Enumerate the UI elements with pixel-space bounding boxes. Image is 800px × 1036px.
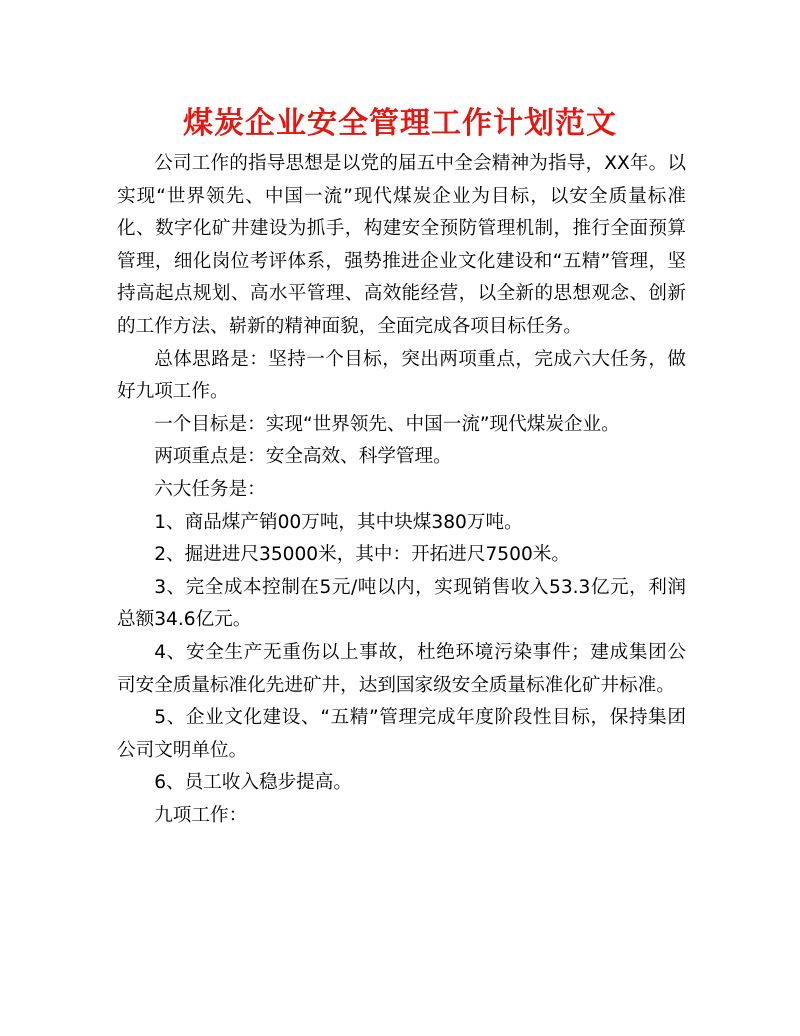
paragraph-task-1: 1、商品煤产销00万吨，其中块煤380万吨。 [154, 511, 523, 533]
paragraph-task-2: 2、掘进进尺35000米，其中：开拓进尺7500米。 [154, 544, 570, 566]
document-body [117, 148, 686, 832]
document-title: 煤炭企业安全管理工作计划范文 [183, 106, 617, 141]
paragraph-one-goal: 一个目标是：实现“世界领先、中国一流”现代煤炭企业。 [154, 413, 620, 435]
paragraph-guiding-ideology: 公司工作的指导思想是以党的届五中全会精神为指导，XX年。以实现“世界领先、中国一流”现代煤炭企业为目标，以安全质量标准化、数字化矿井建设为抓手，构建安全预防管理机制，推行全面预算管理，细化岗位考评体系，强势推进企业文化建设和“五精”管理，坚持高起点规划、高水平管理、高效能经营，以全新的思想观念、创新的工作方法、崭新的精神面貌，全面完成各项目标任务。 [117, 153, 686, 337]
paragraph-six-tasks-heading: 六大任务是： [154, 478, 266, 500]
paragraph-task-6: 6、员工收入稳步提高。 [154, 772, 352, 794]
paragraph-overall-approach: 总体思路是：坚持一个目标，突出两项重点，完成六大任务，做好九项工作。 [117, 348, 686, 403]
paragraph-task-3: 3、完全成本控制在5元/吨以内，实现销售收入53.3亿元，利润总额34.6亿元。 [117, 576, 686, 631]
paragraph-two-priorities: 两项重点是：安全高效、科学管理。 [154, 446, 452, 468]
paragraph-nine-jobs-heading: 九项工作： [154, 804, 248, 826]
paragraph-task-5: 5、企业文化建设、“五精”管理完成年度阶段性目标，保持集团公司文明单位。 [117, 707, 686, 761]
paragraph-task-4: 4、安全生产无重伤以上事故，杜绝环境污染事件；建成集团公司安全质量标准化先进矿井，达到国家级安全质量标准化矿井标准。 [117, 641, 686, 696]
